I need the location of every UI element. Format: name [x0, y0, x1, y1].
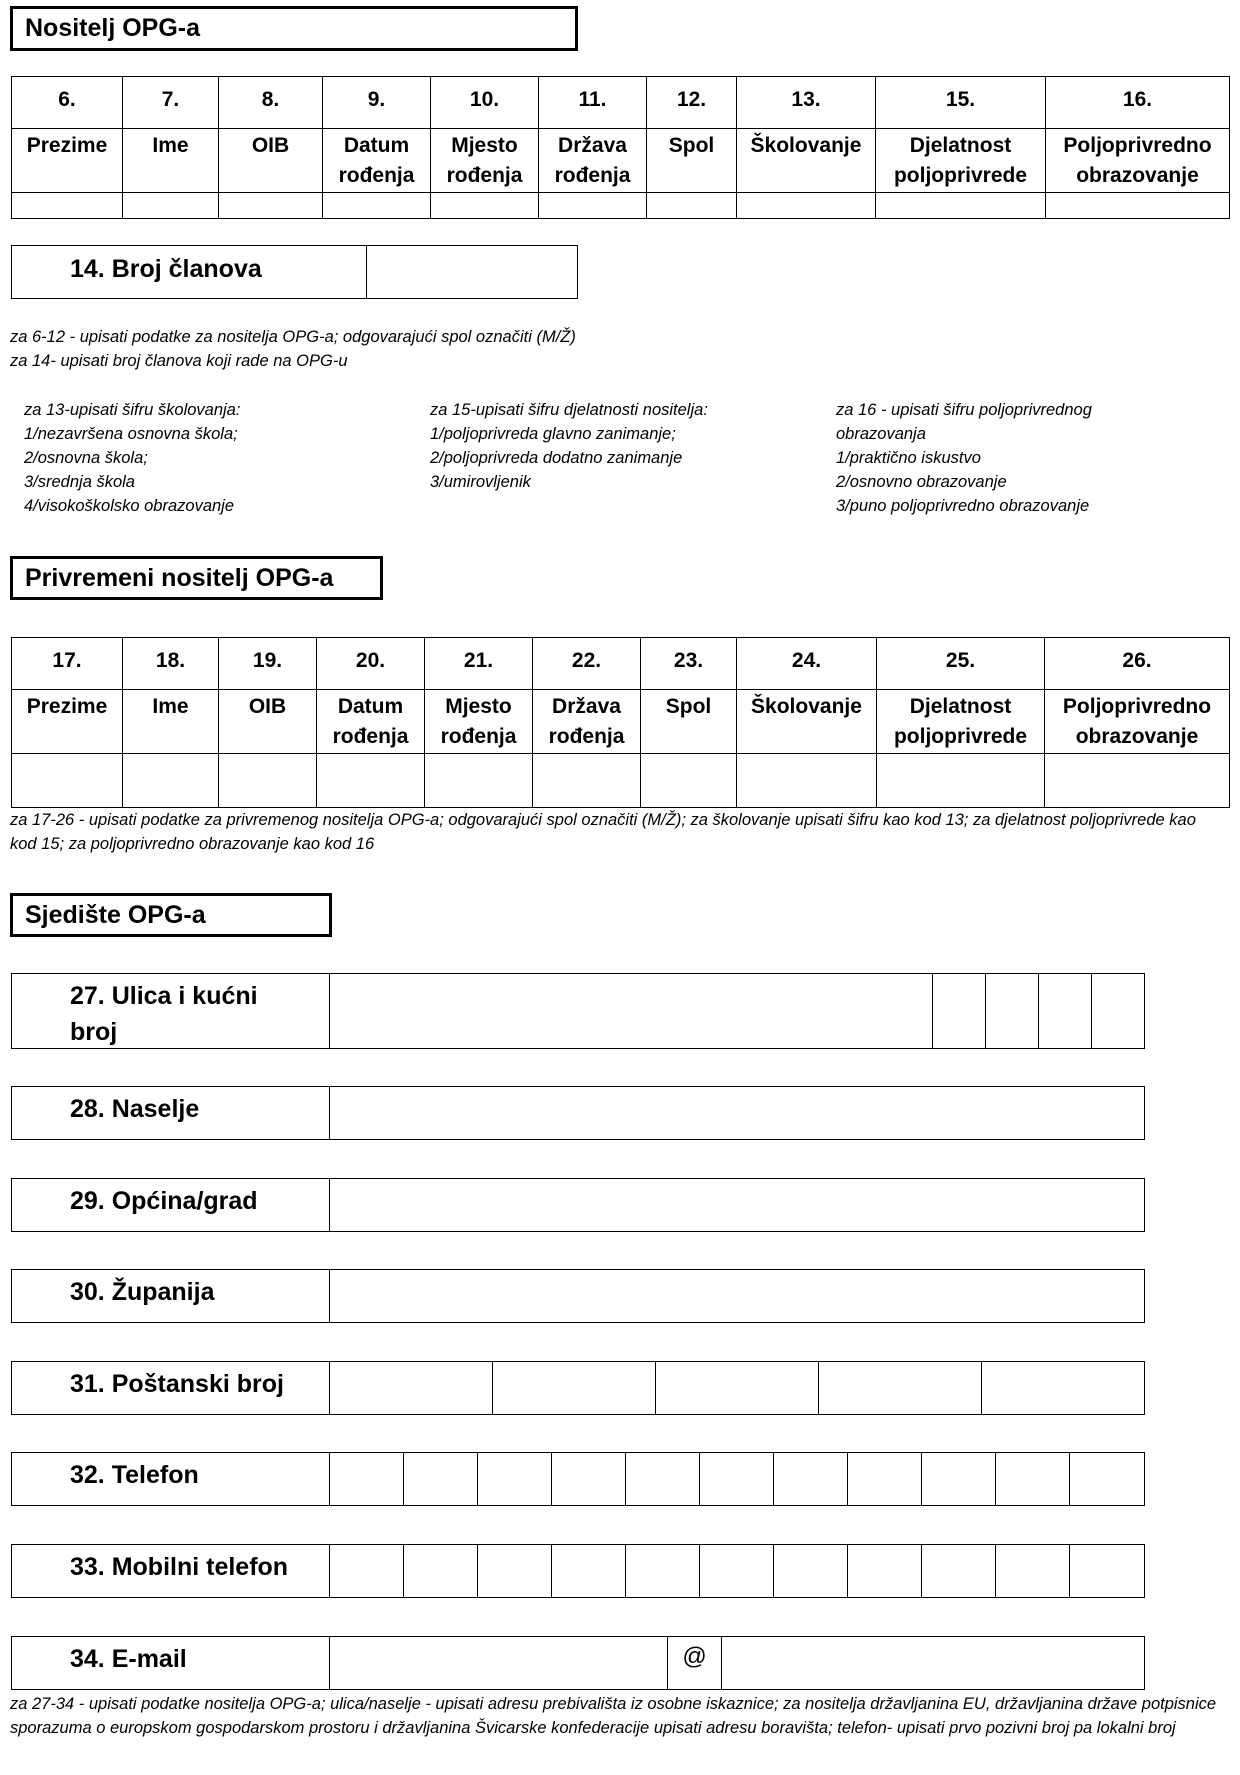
col-number: 23. [641, 638, 737, 690]
postanski-digit-box[interactable] [330, 1362, 493, 1414]
legend-line: 3/srednja škola [24, 473, 135, 491]
col-number: 6. [12, 77, 123, 129]
legend-djelatnost [430, 398, 708, 494]
col-label: Država rođenja [533, 690, 641, 754]
email-at-sign: @ [668, 1637, 722, 1689]
naselje-field [11, 1086, 1145, 1140]
postanski-digit-box[interactable] [982, 1362, 1142, 1414]
section-title-nositelj: Nositelj OPG-a [10, 6, 578, 51]
mobilni-field [11, 1544, 1145, 1598]
input-cell[interactable] [123, 193, 219, 219]
broj-clanova-field [11, 245, 578, 299]
mobilni-digit-box[interactable] [848, 1545, 922, 1597]
mobilni-digit-box[interactable] [922, 1545, 996, 1597]
col-number: 16. [1046, 77, 1230, 129]
col-number: 22. [533, 638, 641, 690]
col-number: 8. [219, 77, 323, 129]
col-label: Spol [641, 690, 737, 754]
legend-obrazovanje [836, 398, 1092, 518]
input-cell[interactable] [877, 754, 1045, 808]
col-label: Ime [123, 690, 219, 754]
note-nositelj-2: za 14- upisati broj članova koji rade na OPG-u [10, 352, 348, 370]
telefon-digit-box[interactable] [774, 1453, 848, 1505]
col-number: 7. [123, 77, 219, 129]
input-cell[interactable] [123, 754, 219, 808]
input-cell[interactable] [737, 754, 877, 808]
legend-skolovanje [24, 398, 240, 518]
input-cell[interactable] [533, 754, 641, 808]
naselje-label: 28. Naselje [12, 1087, 330, 1139]
input-cell[interactable] [641, 754, 737, 808]
telefon-digit-box[interactable] [404, 1453, 478, 1505]
ulica-label: 27. Ulica i kućni broj [12, 974, 330, 1048]
input-cell[interactable] [431, 193, 539, 219]
col-label: Spol [647, 129, 737, 193]
input-cell[interactable] [12, 193, 123, 219]
note-sjediste: za 27-34 - upisati podatke nositelja OPG-a; ulica/naselje - upisati adresu prebivališta iz osobne iskaznice; za nositelja državljanina EU, državljanina države potpisnice sporazuma o europskom gospodarskom prostoru i državljanina Švicarske konfederacije upisati adresu boravišta; telefon- upisati prvo pozivni broj pa lokalni broj [10, 1695, 1217, 1737]
col-label: Mjesto rođenja [431, 129, 539, 193]
kucni-broj-box[interactable] [986, 974, 1039, 1048]
email-domain-input[interactable] [722, 1637, 1142, 1689]
telefon-label: 32. Telefon [12, 1453, 330, 1505]
kucni-broj-box[interactable] [1092, 974, 1144, 1048]
col-number: 15. [876, 77, 1046, 129]
col-label: Mjesto rođenja [425, 690, 533, 754]
col-label: Država rođenja [539, 129, 647, 193]
col-number: 9. [323, 77, 431, 129]
opcina-field [11, 1178, 1145, 1232]
legend-line: obrazovanja [836, 425, 926, 443]
mobilni-digit-box[interactable] [700, 1545, 774, 1597]
legend-line: 4/visokoškolsko obrazovanje [24, 497, 235, 515]
mobilni-digit-box[interactable] [774, 1545, 848, 1597]
input-cell[interactable] [539, 193, 647, 219]
zupanija-input[interactable] [330, 1270, 1142, 1322]
col-label: Ime [123, 129, 219, 193]
telefon-digit-box[interactable] [922, 1453, 996, 1505]
email-user-input[interactable] [330, 1637, 668, 1689]
note-privremeni: za 17-26 - upisati podatke za privremenog nositelja OPG-a; odgovarajući spol označiti (M/Ž); za školovanje upisati šifru kao kod 13; za djelatnost poljoprivrede kao kod 15; za poljoprivredno obrazovanje kao kod 16 [10, 811, 1196, 853]
telefon-digit-box[interactable] [996, 1453, 1070, 1505]
kucni-broj-box[interactable] [1039, 974, 1092, 1048]
col-label: Datum rođenja [317, 690, 425, 754]
ulica-field [11, 973, 1145, 1049]
col-number: 11. [539, 77, 647, 129]
postanski-digit-box[interactable] [819, 1362, 982, 1414]
input-cell[interactable] [317, 754, 425, 808]
section-title-privremeni: Privremeni nositelj OPG-a [10, 556, 383, 600]
mobilni-digit-box[interactable] [552, 1545, 626, 1597]
broj-clanova-input[interactable] [367, 246, 575, 298]
privremeni-table [11, 637, 1230, 808]
postanski-digit-box[interactable] [656, 1362, 819, 1414]
mobilni-digit-box[interactable] [1070, 1545, 1142, 1597]
opcina-input[interactable] [330, 1179, 1142, 1231]
input-cell[interactable] [219, 754, 317, 808]
telefon-digit-box[interactable] [478, 1453, 552, 1505]
input-cell[interactable] [12, 754, 123, 808]
col-number: 21. [425, 638, 533, 690]
input-cell[interactable] [323, 193, 431, 219]
col-number: 17. [12, 638, 123, 690]
col-number: 19. [219, 638, 317, 690]
input-cell[interactable] [1046, 193, 1230, 219]
legend-line: 1/praktično iskustvo [836, 449, 981, 467]
email-field [11, 1636, 1145, 1690]
naselje-input[interactable] [330, 1087, 1142, 1139]
telefon-digit-box[interactable] [552, 1453, 626, 1505]
postanski-field [11, 1361, 1145, 1415]
zupanija-field [11, 1269, 1145, 1323]
legend-line: 2/osnovna škola; [24, 449, 148, 467]
zupanija-label: 30. Županija [12, 1270, 330, 1322]
col-label: OIB [219, 129, 323, 193]
telefon-digit-box[interactable] [848, 1453, 922, 1505]
note-nositelj-1: za 6-12 - upisati podatke za nositelja OPG-a; odgovarajući spol označiti (M/Ž) [10, 328, 576, 346]
col-label: Datum rođenja [323, 129, 431, 193]
col-label: Poljoprivredno obrazovanje [1046, 129, 1230, 193]
legend-line: 3/umirovljenik [430, 473, 531, 491]
section-title-sjediste: Sjedište OPG-a [10, 893, 332, 937]
mobilni-digit-box[interactable] [626, 1545, 700, 1597]
input-cell[interactable] [1045, 754, 1230, 808]
mobilni-digit-box[interactable] [996, 1545, 1070, 1597]
legend-line: 1/poljoprivreda glavno zanimanje; [430, 425, 676, 443]
mobilni-digit-box[interactable] [330, 1545, 404, 1597]
legend-line: 1/nezavršena osnovna škola; [24, 425, 238, 443]
telefon-digit-box[interactable] [1070, 1453, 1142, 1505]
col-label: Prezime [12, 129, 123, 193]
col-label: Djelatnost poljoprivrede [877, 690, 1045, 754]
mobilni-label: 33. Mobilni telefon [12, 1545, 330, 1597]
col-label: Poljoprivredno obrazovanje [1045, 690, 1230, 754]
col-number: 13. [737, 77, 876, 129]
telefon-digit-box[interactable] [626, 1453, 700, 1505]
ulica-input[interactable] [330, 974, 933, 1048]
col-number: 20. [317, 638, 425, 690]
col-label: Školovanje [737, 690, 877, 754]
input-cell[interactable] [425, 754, 533, 808]
col-number: 24. [737, 638, 877, 690]
telefon-digit-box[interactable] [330, 1453, 404, 1505]
col-number: 18. [123, 638, 219, 690]
legend-line: 2/osnovno obrazovanje [836, 473, 1007, 491]
mobilni-digit-box[interactable] [478, 1545, 552, 1597]
postanski-digit-box[interactable] [493, 1362, 656, 1414]
col-number: 25. [877, 638, 1045, 690]
mobilni-digit-box[interactable] [404, 1545, 478, 1597]
col-number: 12. [647, 77, 737, 129]
col-label: Djelatnost poljoprivrede [876, 129, 1046, 193]
col-label: Školovanje [737, 129, 876, 193]
input-cell[interactable] [219, 193, 323, 219]
legend-line: za 16 - upisati šifru poljoprivrednog [836, 401, 1092, 419]
col-label: Prezime [12, 690, 123, 754]
telefon-field [11, 1452, 1145, 1506]
kucni-broj-box[interactable] [933, 974, 986, 1048]
email-label: 34. E-mail [12, 1637, 330, 1689]
input-cell[interactable] [647, 193, 737, 219]
legend-line: 3/puno poljoprivredno obrazovanje [836, 497, 1090, 515]
col-number: 10. [431, 77, 539, 129]
broj-clanova-label: 14. Broj članova [12, 246, 367, 298]
input-cell[interactable] [737, 193, 876, 219]
telefon-digit-box[interactable] [700, 1453, 774, 1505]
postanski-label: 31. Poštanski broj [12, 1362, 330, 1414]
legend-line: 2/poljoprivreda dodatno zanimanje [430, 449, 683, 467]
opcina-label: 29. Općina/grad [12, 1179, 330, 1231]
nositelj-table [11, 76, 1230, 219]
input-cell[interactable] [876, 193, 1046, 219]
col-label: OIB [219, 690, 317, 754]
col-number: 26. [1045, 638, 1230, 690]
legend-line: za 13-upisati šifru školovanja: [24, 401, 241, 419]
legend-line: za 15-upisati šifru djelatnosti nositelja: [430, 401, 708, 419]
